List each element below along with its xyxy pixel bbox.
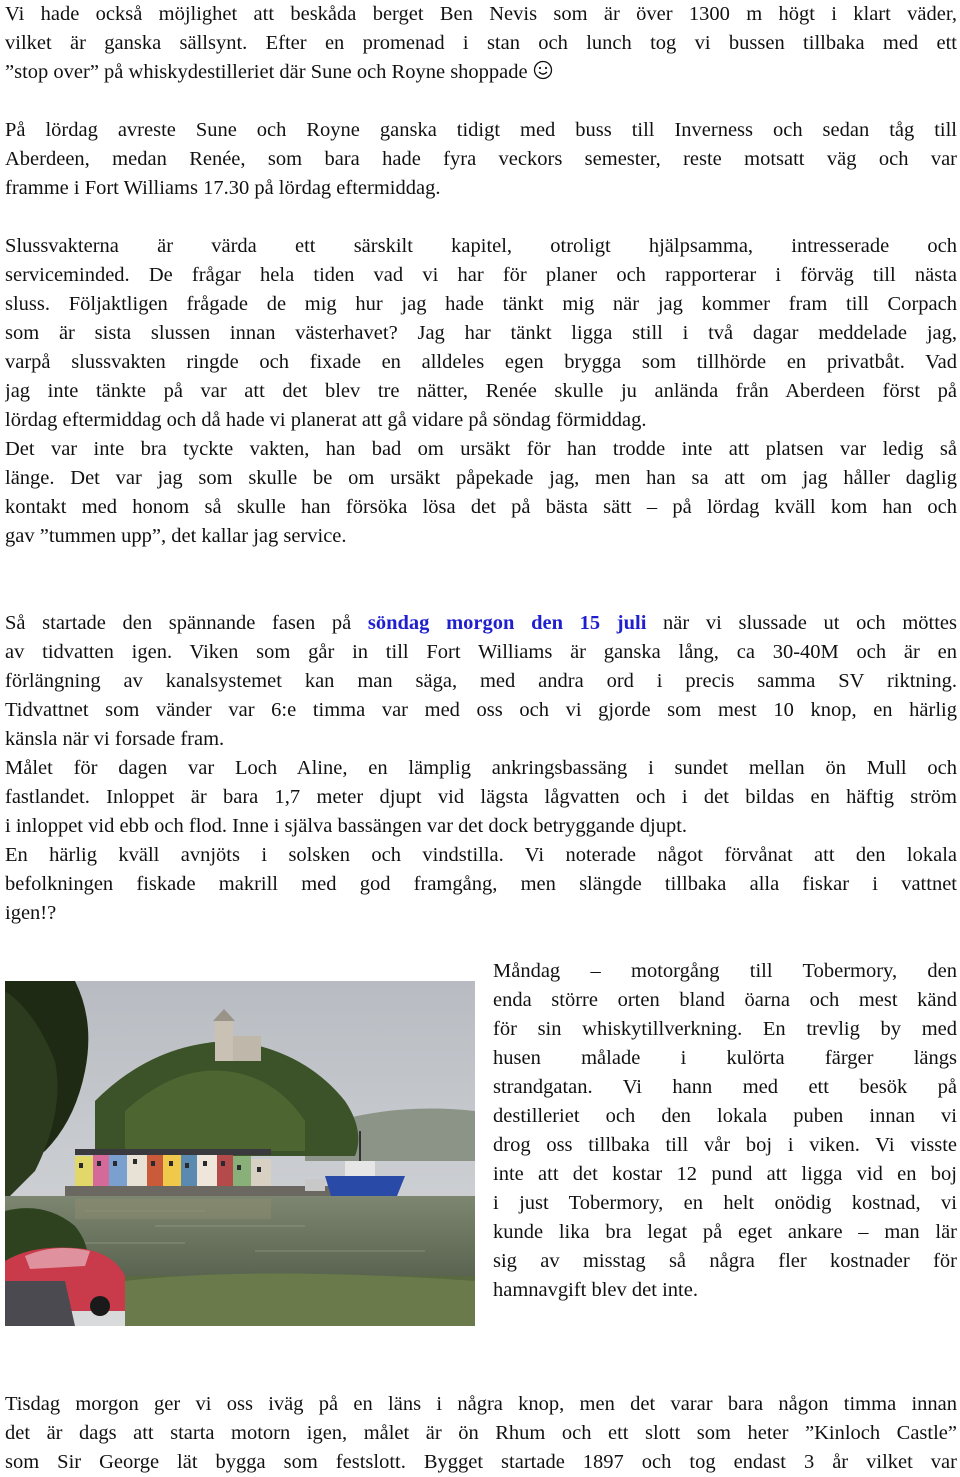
text-line bbox=[5, 609, 957, 638]
text-line: kontakt med honom så skulle han försöka lösa det på bästa sätt – på lördag kväll kom han och bbox=[5, 496, 957, 518]
text-line: vilket är ganska sällsynt. Efter en promenad i stan och lunch tog vi bussen tillbaka med ett bbox=[5, 32, 957, 54]
text-line: strandgatan. Vi hann med ett besök på bbox=[493, 1076, 957, 1098]
text-line: Målet för dagen var Loch Aline, en lämplig ankringsbassäng i sundet mellan ön Mull och bbox=[5, 757, 957, 779]
text-line: hamnavgift blev det inte. bbox=[493, 1279, 698, 1301]
text-line: sluss. Följaktligen frågade de mig hur jag hade tänkt mig när jag kommer fram till Corpach bbox=[5, 293, 957, 315]
text-line: enda större orten bland öarna och mest känd bbox=[493, 989, 957, 1011]
text-line: gav ”tummen upp”, det kallar jag service. bbox=[5, 525, 347, 547]
text-line-part: när vi slussade ut och möttes bbox=[646, 612, 957, 634]
text-line: På lördag avreste Sune och Royne ganska tidigt med buss till Inverness och sedan tåg till bbox=[5, 119, 957, 141]
text-line: för sin whiskytillverkning. En trevlig by med bbox=[493, 1018, 957, 1040]
text-line-part: Så startade den spännande fasen på bbox=[5, 612, 368, 634]
text-line: förlängning av kanalsystemet kan man säga, med andra ord i precis samma SV riktning. bbox=[5, 670, 957, 692]
text-line-content: ”stop over” på whiskydestilleriet där Sune och Royne shoppade bbox=[5, 61, 528, 83]
text-line: som är sista slussen innan västerhavet? Jag har tänkt ligga still i två dagar meddelade jag, bbox=[5, 322, 957, 344]
text-line: känsla när vi forsade fram. bbox=[5, 728, 225, 750]
text-line: husen målade i kulörta färger längs bbox=[493, 1047, 957, 1069]
text-line: kunde lika bra legat på eget ankare – man lär bbox=[493, 1221, 957, 1243]
text-line: lördag eftermiddag och då hade vi planerat att gå vidare på söndag förmiddag. bbox=[5, 409, 647, 431]
text-line: drog oss tillbaka till vår boj i viken. Vi visste bbox=[493, 1134, 957, 1156]
text-line: sig av misstag så några fler kostnader för bbox=[493, 1250, 957, 1272]
text-line: befolkningen fiskade makrill med god framgång, men slängde tillbaka alla fiskar i vattnet bbox=[5, 873, 957, 895]
text-line: Tisdag morgon ger vi oss iväg på en läns i några knop, men det varar bara någon timma innan bbox=[5, 1393, 957, 1415]
paragraph-monday bbox=[493, 957, 957, 1305]
text-line: i just Tobermory, en helt onödig kostnad, vi bbox=[493, 1192, 957, 1214]
text-line: Det var inte bra tyckte vakten, han bad om ursäkt för han trodde inte att platsen var ledig så bbox=[5, 438, 957, 460]
paragraph-tuesday bbox=[5, 1390, 957, 1477]
paragraph-gap bbox=[5, 928, 957, 957]
text-line: Tidvattnet som vänder var 6:e timma var med oss och vi gjorde som mest 10 knop, en härlig bbox=[5, 699, 957, 721]
text-line: destilleriet och den lokala puben innan vi bbox=[493, 1105, 957, 1127]
text-line: igen!? bbox=[5, 902, 57, 924]
text-line: i inloppet vid ebb och flod. Inne i själva bassängen var det dock betryggande djupt. bbox=[5, 815, 688, 837]
text-line: Måndag – motorgång till Tobermory, den bbox=[493, 960, 957, 982]
text-line: Aberdeen, medan Renée, som bara hade fyra veckors semester, reste motsatt väg och var bbox=[5, 148, 957, 170]
text-line: det är dags att starta motorn igen, målet är ön Rhum och ett slott som heter ”Kinloch Castle” bbox=[5, 1422, 957, 1444]
text-line: Slussvakterna är värda ett särskilt kapitel, otroligt hjälpsamma, intresserade och bbox=[5, 235, 957, 257]
text-line: fastlandet. Inloppet är bara 1,7 meter djupt vid lägsta lågvatten och i det bildas en häftig ström bbox=[5, 786, 957, 808]
paragraph-lock-keepers bbox=[5, 232, 957, 551]
photo-section bbox=[5, 957, 957, 1332]
smiley-icon bbox=[533, 60, 553, 87]
paragraph-gap bbox=[5, 1332, 957, 1390]
text-line: av tidvatten igen. Viken som går in till Fort Williams är ganska lång, ca 30-40M och är en bbox=[5, 641, 957, 663]
paragraph-gap bbox=[5, 203, 957, 232]
text-line: som Sir George lät bygga som festslott. Bygget startade 1897 och tog endast 3 år vilket var bbox=[5, 1451, 957, 1473]
tobermory-harbour-photo bbox=[5, 981, 475, 1326]
text-line bbox=[5, 58, 957, 87]
date-highlight: söndag morgon den 15 juli bbox=[367, 612, 647, 634]
text-line: En härlig kväll avnjöts i solsken och vindstilla. Vi noterade något förvånat att den lokala bbox=[5, 844, 957, 866]
paragraph-gap bbox=[5, 87, 957, 116]
text-line: serviceminded. De frågar hela tiden vad vi har för planer och rapporterar i förväg till nästa bbox=[5, 264, 957, 286]
text-line: länge. Det var jag som skulle be om ursäkt påpekade jag, men han sa att om jag håller daglig bbox=[5, 467, 957, 489]
paragraph-gap bbox=[5, 551, 957, 609]
text-line: inte att det kostar 12 pund att ligga vid en boj bbox=[493, 1163, 957, 1185]
text-line: varpå slussvakten ringde och fixade en alldeles egen brygga som tillhörde en privatbåt. Vad bbox=[5, 351, 957, 373]
paragraph-departure bbox=[5, 116, 957, 203]
paragraph-sunday bbox=[5, 609, 957, 928]
document-page bbox=[5, 0, 957, 1477]
text-line: framme i Fort Williams 17.30 på lördag eftermiddag. bbox=[5, 177, 441, 199]
text-line: Vi hade också möjlighet att beskåda berget Ben Nevis som är över 1300 m högt i klart väder, bbox=[5, 3, 957, 25]
text-line: jag inte tänkte på var att det blev tre nätter, Renée skulle ju anlända från Aberdeen först på bbox=[5, 380, 957, 402]
paragraph-ben-nevis bbox=[5, 0, 957, 87]
